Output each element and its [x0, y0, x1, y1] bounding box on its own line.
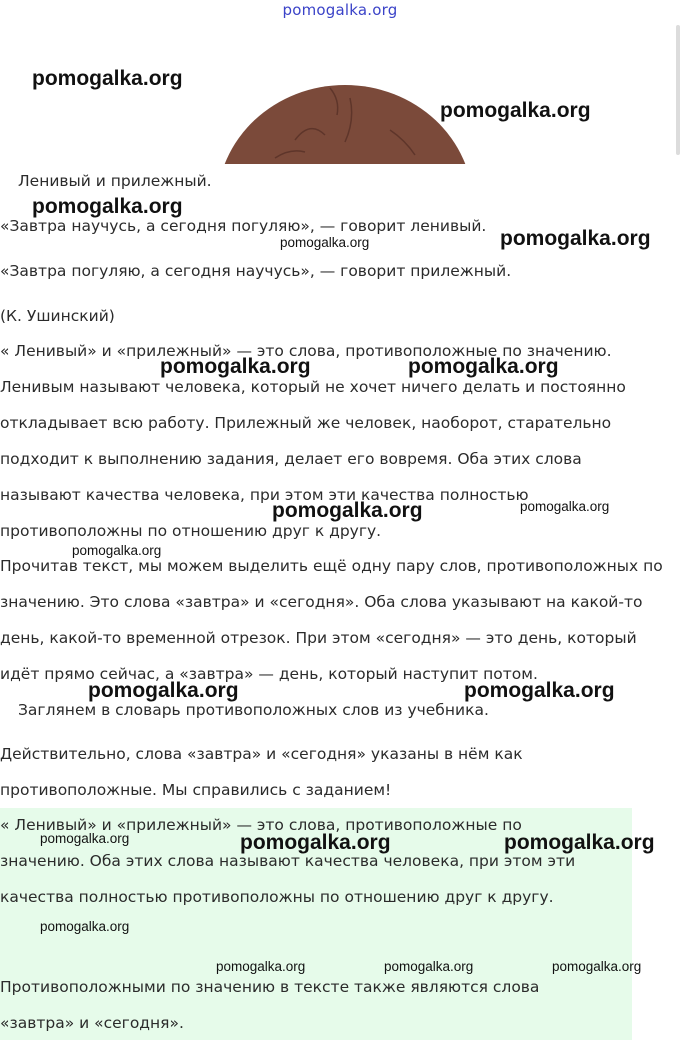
text-line: Прочитав текст, мы можем выделить ещё одну пару слов, противоположных по — [0, 557, 663, 575]
watermark: pomogalka.org — [464, 679, 615, 702]
watermark: pomogalka.org — [280, 235, 370, 250]
watermark: pomogalka.org — [504, 831, 655, 854]
watermark: pomogalka.org — [32, 67, 183, 90]
text-line: день, какой-то временной отрезок. При этом «сегодня» — это день, который — [0, 629, 637, 647]
text-line: противоположны по отношению друг к другу. — [0, 522, 382, 540]
text-line: «Завтра научусь, а сегодня погуляю», — говорит ленивый. — [0, 217, 487, 235]
watermark: pomogalka.org — [500, 227, 651, 250]
watermark: pomogalka.org — [88, 679, 239, 702]
head-illustration — [215, 80, 475, 164]
top-watermark: pomogalka.org — [282, 1, 398, 19]
text-line: Заглянем в словарь противоположных слов из учебника. — [18, 701, 489, 719]
answer-line: Противоположными по значению в тексте также являются слова — [0, 978, 540, 996]
watermark: pomogalka.org — [40, 831, 130, 846]
watermark: pomogalka.org — [240, 831, 391, 854]
answer-line: значению. Оба этих слова называют качества человека, при этом эти — [0, 852, 576, 870]
answer-line: « Ленивый» и «прилежный» — это слова, противоположные по — [0, 816, 522, 834]
watermark: pomogalka.org — [520, 499, 610, 514]
text-line: откладывает всю работу. Прилежный же человек, наоборот, старательно — [0, 414, 612, 432]
answer-line: «завтра» и «сегодня». — [0, 1014, 184, 1032]
text-line: Ленивый и прилежный. — [18, 172, 212, 190]
watermark: pomogalka.org — [32, 195, 183, 218]
watermark: pomogalka.org — [72, 543, 162, 558]
text-line: «Завтра погуляю, а сегодня научусь», — говорит прилежный. — [0, 262, 512, 280]
watermark: pomogalka.org — [216, 959, 306, 974]
text-line: (К. Ушинский) — [0, 307, 115, 325]
watermark: pomogalka.org — [408, 355, 559, 378]
watermark: pomogalka.org — [160, 355, 311, 378]
text-line: подходит к выполнению задания, делает его вовремя. Оба этих слова — [0, 450, 582, 468]
watermark: pomogalka.org — [272, 499, 423, 522]
text-line: противоположные. Мы справились с заданием! — [0, 781, 392, 799]
watermark: pomogalka.org — [552, 959, 642, 974]
hair-illustration — [215, 80, 475, 164]
text-line: называют качества человека, при этом эти качества полностью — [0, 486, 529, 504]
text-line: Действительно, слова «завтра» и «сегодня» указаны в нём как — [0, 745, 523, 763]
text-line: значению. Это слова «завтра» и «сегодня». Оба слова указывают на какой-то — [0, 593, 643, 611]
scrollbar[interactable] — [676, 25, 680, 155]
watermark: pomogalka.org — [384, 959, 474, 974]
text-line: « Ленивый» и «прилежный» — это слова, противоположные по значению. — [0, 342, 612, 360]
answer-line: качества полностью противоположны по отношению друг к другу. — [0, 888, 554, 906]
text-line: идёт прямо сейчас, а «завтра» — день, который наступит потом. — [0, 665, 538, 683]
text-line: Ленивым называют человека, который не хочет ничего делать и постоянно — [0, 378, 626, 396]
watermark: pomogalka.org — [440, 99, 591, 122]
watermark: pomogalka.org — [40, 919, 130, 934]
